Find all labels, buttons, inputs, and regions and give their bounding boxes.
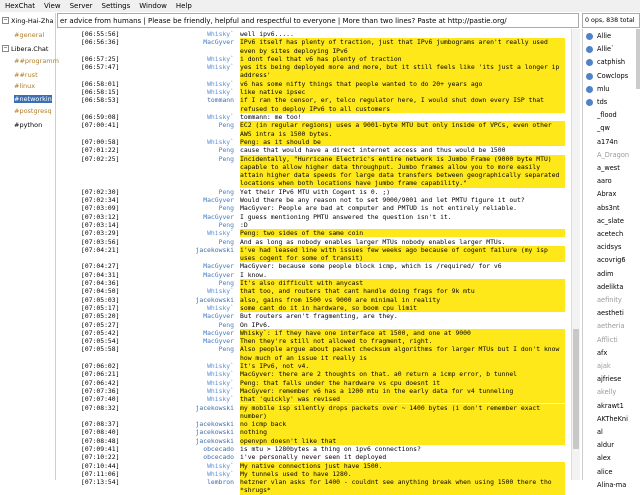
message-text: well ipv6..... <box>240 30 294 38</box>
user-list-item[interactable]: catphish <box>597 58 626 67</box>
nickname[interactable]: Peng <box>218 154 234 163</box>
nickname[interactable]: Whisky` <box>207 461 234 470</box>
user-list-item[interactable]: ac_slate <box>597 216 624 225</box>
user-list-item[interactable]: aetheria <box>597 322 625 331</box>
timestamp: [07:07:36] <box>81 386 120 395</box>
user-count: 0 ops, 838 total <box>582 13 640 28</box>
user-list-item[interactable]: alex <box>597 454 611 463</box>
message-text: Peng: two sides of the same coin <box>240 229 565 237</box>
timestamp: [07:04:50] <box>81 287 120 296</box>
timestamp: [07:05:17] <box>81 303 120 312</box>
userlist-scrollbar[interactable] <box>636 29 640 89</box>
tree-label: #linux <box>14 81 36 90</box>
chat-line <box>57 121 570 138</box>
nickname[interactable]: obcecado <box>203 445 234 453</box>
menu-view[interactable]: View <box>43 2 61 10</box>
chat-line <box>57 428 570 436</box>
message-text: no icmp back <box>240 420 565 428</box>
timestamp: [07:05:58] <box>81 345 120 354</box>
timestamp: [07:08:48] <box>81 436 120 445</box>
message-text: also, gains from 1500 vs 9000 are minimal in reality <box>240 296 565 304</box>
op-status-icon <box>586 33 593 40</box>
timestamp: [07:04:21] <box>81 245 120 254</box>
message-text: It's also difficult with anycast <box>240 279 565 287</box>
message-text: It's IPv6, not v4. <box>240 362 565 370</box>
nickname[interactable]: MacGyver <box>203 328 234 337</box>
tree-label: Xing-Hai-Zha <box>11 16 54 25</box>
timestamp: [07:03:12] <box>81 212 120 221</box>
chat-line <box>57 395 570 403</box>
tree-item[interactable] <box>2 15 53 26</box>
chat-line <box>57 188 570 196</box>
menu-help[interactable]: Help <box>175 2 192 10</box>
message-text: that 'quickly' was revised <box>240 395 565 403</box>
tree-item[interactable] <box>14 29 44 40</box>
chat-line <box>57 279 570 287</box>
op-status-icon <box>586 46 593 53</box>
user-list-item[interactable]: abs3nt <box>597 203 620 212</box>
user-list-item[interactable]: tds <box>597 98 608 106</box>
chat-line <box>57 138 570 146</box>
nickname[interactable]: jacekowski <box>195 295 234 304</box>
chat-line <box>57 462 570 470</box>
user-list-item[interactable]: akelly <box>597 388 617 397</box>
user-list-item[interactable]: Allie <box>597 32 612 40</box>
timestamp: [07:05:54] <box>81 337 120 346</box>
tree-item[interactable] <box>14 119 42 130</box>
user-list-item[interactable]: alice <box>597 467 613 476</box>
nickname[interactable]: MacGyver <box>203 312 234 321</box>
nickname[interactable]: obcecado <box>203 453 234 462</box>
user-list-item[interactable]: Alina-ma <box>597 480 627 489</box>
message-text: like native ipsec <box>240 88 565 96</box>
message-text: Peng: that falls under the hardware vs cpu doesnt it <box>240 379 565 387</box>
channel-tree <box>0 13 59 480</box>
nickname[interactable]: Whisky` <box>207 287 234 296</box>
message-text: My native connections just have 1500. <box>240 462 565 470</box>
chat-line <box>57 30 570 38</box>
chat-line <box>57 96 570 113</box>
op-status-icon <box>586 59 593 66</box>
timestamp: [06:59:08] <box>81 113 120 121</box>
user-list-item[interactable]: aestheti <box>597 309 624 318</box>
chat-line <box>57 437 570 445</box>
nickname[interactable]: Whisky` <box>207 113 234 121</box>
timestamp: [06:55:56] <box>81 30 120 38</box>
chat-line <box>57 387 570 395</box>
collapse-icon[interactable]: − <box>3 45 8 51</box>
message-text: MacGyver: People are bad at computer and PMTUD is not entirely reliable. <box>240 204 518 213</box>
timestamp: [07:03:29] <box>81 229 120 238</box>
nickname[interactable]: MacGyver <box>203 38 234 47</box>
timestamp: [07:10:22] <box>81 453 120 462</box>
chat-line <box>57 362 570 370</box>
nickname[interactable]: Peng <box>218 121 234 130</box>
timestamp: [06:58:15] <box>81 88 120 97</box>
message-text: Also people argue about packet checksum algorithms for larger MTUs but I don't know how much of an issue it really is <box>240 345 565 362</box>
user-list-item[interactable]: adelikta <box>597 282 624 291</box>
nickname[interactable]: jacekowski <box>195 403 234 412</box>
nickname[interactable]: Peng <box>218 237 234 246</box>
menu-hexchat[interactable]: HexChat <box>5 2 35 10</box>
chat-line <box>57 271 570 279</box>
chat-line <box>57 55 570 63</box>
message-text: Would there be any reason not to set 9000/9001 and let PMTU figure it out? <box>240 196 525 204</box>
chat-line <box>57 213 570 221</box>
user-list-item[interactable]: afx <box>597 348 608 357</box>
timestamp: [07:00:41] <box>81 121 120 130</box>
message-text: if I ran the censor, er, telco regulator here, I would shut down every ISP that refused to deploy IPv6 to all customers <box>240 96 565 113</box>
user-list-item[interactable]: A_Dragon <box>597 150 630 159</box>
user-list-item[interactable]: ajak <box>597 362 611 370</box>
nickname[interactable]: MacGyver <box>203 262 234 271</box>
nickname[interactable]: MacGyver <box>203 337 234 346</box>
chat-line <box>57 370 570 378</box>
nickname[interactable]: Peng <box>218 345 234 354</box>
chat-line <box>57 296 570 304</box>
message-text: MacGyver: there are 2 thoughts on that. a0 return a icmp error, b tunnel <box>240 370 565 378</box>
nickname[interactable]: Whisky` <box>207 54 234 63</box>
user-list-item[interactable]: al <box>597 428 603 436</box>
message-text: some cant do it in hardware, so boom cpu limit <box>240 304 565 312</box>
nickname[interactable]: Whisky` <box>207 362 234 370</box>
nickname[interactable]: Whisky` <box>207 79 234 88</box>
user-list-item[interactable]: ajfriese <box>597 375 622 384</box>
menu-bar <box>0 0 640 12</box>
nickname[interactable]: jacekowski <box>195 436 234 445</box>
message-text: MacGyver: because some people block icmp, which is /required/ for v6 <box>240 262 502 271</box>
chat-line <box>57 238 570 246</box>
tree-item[interactable] <box>14 80 35 91</box>
nickname[interactable]: Whisky` <box>207 229 234 238</box>
tree-label: #postgresq <box>14 106 52 115</box>
nickname[interactable]: Whisky` <box>207 63 234 72</box>
chat-line <box>57 204 570 212</box>
message-text: Whisky`: if they have one interface at 1500, and one at 9000 <box>240 329 565 337</box>
nickname[interactable]: Peng <box>218 187 234 196</box>
chat-scrollbar[interactable] <box>571 29 580 480</box>
nickname[interactable]: Peng <box>218 320 234 329</box>
op-status-icon <box>586 99 593 106</box>
user-list-item[interactable]: _flood <box>597 111 617 120</box>
tree-label: #networkin <box>14 94 52 103</box>
chat-line <box>57 229 570 237</box>
message-text: i dont feel that v6 has plenty of traction <box>240 55 565 63</box>
message-text: tommann: me too! <box>240 113 302 121</box>
timestamp: [07:03:56] <box>81 237 120 246</box>
user-list-item[interactable]: mlu <box>597 84 610 93</box>
timestamp: [07:05:20] <box>81 312 120 321</box>
chat-line <box>57 470 570 478</box>
timestamp: [07:00:58] <box>81 137 120 146</box>
message-text: But routers aren't fragmenting, are they. <box>240 312 398 321</box>
chat-line <box>57 287 570 295</box>
chat-line <box>57 262 570 270</box>
nickname[interactable]: MacGyver <box>203 196 234 204</box>
tree-item[interactable] <box>14 69 38 80</box>
op-status-icon <box>586 73 593 80</box>
chat-line <box>57 113 570 121</box>
tree-label: ##rust <box>14 70 38 79</box>
tree-label: #python <box>14 120 43 129</box>
message-text: MacGyver: remember v6 has a 1200 mtu in the early data for v4 tunneling <box>240 387 565 395</box>
message-text: i've had leased line with issues few weeks ago because of cogent failure (my isp uses cogent for some of transit) <box>240 246 565 263</box>
chat-line <box>57 445 570 453</box>
tree-label: #general <box>14 30 45 39</box>
nickname[interactable]: jacekowski <box>195 428 234 437</box>
chat-line <box>57 304 570 312</box>
nickname[interactable]: Whisky` <box>207 395 234 404</box>
nickname[interactable]: lembron <box>207 478 234 487</box>
tree-item[interactable] <box>14 93 52 104</box>
message-text: :D <box>240 220 248 229</box>
message-text: cause that would have a direct internet access and thus would be 1500 <box>240 146 506 155</box>
user-list-item[interactable]: AKTheKni <box>597 414 628 423</box>
timestamp: [07:02:25] <box>81 154 120 163</box>
nickname[interactable]: Whisky` <box>207 370 234 379</box>
timestamp: [07:08:32] <box>81 403 120 412</box>
collapse-icon[interactable]: − <box>3 17 8 23</box>
timestamp: [07:05:42] <box>81 328 120 337</box>
timestamp: [07:06:21] <box>81 370 120 379</box>
nickname[interactable]: Peng <box>218 279 234 287</box>
nickname[interactable]: Whisky` <box>207 30 234 38</box>
chat-line <box>57 345 570 362</box>
nickname[interactable]: jacekowski <box>195 420 234 429</box>
timestamp: [07:09:41] <box>81 445 120 453</box>
user-list-item[interactable]: a174n <box>597 137 618 146</box>
chat-line <box>57 312 570 320</box>
user-list-item[interactable]: akrawt1 <box>597 401 624 410</box>
chat-line <box>57 420 570 428</box>
chat-log <box>57 29 570 495</box>
user-list-item[interactable]: Afflicti <box>597 335 618 344</box>
timestamp: [06:56:36] <box>81 38 120 47</box>
user-list-item[interactable]: aefinity <box>597 296 622 304</box>
nickname[interactable]: tommann <box>207 96 234 105</box>
message-text: IPv6 itself has plenty of traction, just that IPv6 jumbograms aren't really used even by sites deploying IPv6 <box>240 38 565 55</box>
message-text: On IPv6. <box>240 320 271 329</box>
menu-window[interactable]: Window <box>139 2 167 10</box>
chat-line <box>57 478 570 495</box>
chat-line <box>57 321 570 329</box>
message-text: Yet their IPv6 MTU with Cogent is 0. ;) <box>240 187 391 196</box>
user-list-item[interactable]: a_west <box>597 164 620 172</box>
user-list-item[interactable]: adim <box>597 269 614 278</box>
timestamp: [06:57:25] <box>81 54 120 63</box>
chat-line <box>57 146 570 154</box>
user-list-item[interactable]: Abrax <box>597 190 617 199</box>
chat-line <box>57 379 570 387</box>
user-list-item[interactable]: acetech <box>597 230 624 238</box>
chat-line <box>57 80 570 88</box>
nickname[interactable]: Whisky` <box>207 88 234 97</box>
menu-server[interactable]: Server <box>69 2 93 10</box>
message-text: that too, and routers that cant handle doing frags for 9k mtu <box>240 287 565 295</box>
timestamp: [07:02:34] <box>81 196 120 204</box>
timestamp: [07:04:31] <box>81 270 120 279</box>
chat-line <box>57 404 570 421</box>
timestamp: [07:08:37] <box>81 420 120 429</box>
timestamp: [07:06:42] <box>81 378 120 387</box>
message-text: v6 has some nifty things that people wanted to do 20+ years ago <box>240 80 565 88</box>
timestamp: [07:03:09] <box>81 204 120 213</box>
message-text: My tunnels used to have 1280. <box>240 470 565 478</box>
nickname[interactable]: Peng <box>218 146 234 155</box>
timestamp: [07:01:22] <box>81 146 120 155</box>
op-status-icon <box>586 86 593 93</box>
timestamp: [07:04:27] <box>81 262 120 271</box>
nickname[interactable]: Whisky` <box>207 469 234 478</box>
nickname[interactable]: Whisky` <box>207 378 234 387</box>
user-list-item[interactable]: Allie` <box>597 45 615 54</box>
timestamp: [06:57:47] <box>81 63 120 72</box>
message-text: yes its being deployed more and more, but it still feels like 'its just a longer ip address' <box>240 63 565 80</box>
timestamp: [07:08:40] <box>81 428 120 437</box>
nickname[interactable]: Peng <box>218 204 234 213</box>
menu-settings[interactable]: Settings <box>101 2 131 10</box>
message-text: Then they're still not allowed to fragment, right. <box>240 337 565 345</box>
chat-line <box>57 221 570 229</box>
message-text: Peng: as it should be <box>240 138 565 146</box>
chat-line <box>57 155 570 188</box>
message-text: Incidentally, "Hurricane Electric's entire network is Jumbo Frame (9000 byte MTU) capable to allow higher data throughput. Jumbo frames allow you to more easily attain higher data speeds for large data transfers between geographically separated locations when both locations have jumbo frame capability." <box>240 155 565 188</box>
message-text: nothing <box>240 428 565 436</box>
chat-line <box>57 453 570 461</box>
message-text: my mobile isp silently drops packets over ~ 1400 bytes (i don't remember exact number) <box>240 404 565 421</box>
user-list-item[interactable]: aaro <box>597 177 612 186</box>
user-list-item[interactable]: _qw <box>597 124 610 133</box>
scroll-thumb[interactable] <box>573 329 579 449</box>
timestamp: [06:58:01] <box>81 79 120 88</box>
tree-item[interactable] <box>14 55 59 66</box>
timestamp: [07:07:40] <box>81 395 120 404</box>
timestamp: [06:58:53] <box>81 96 120 105</box>
user-list-item[interactable]: acovrig6 <box>597 256 626 265</box>
nickname[interactable]: Whisky` <box>207 303 234 312</box>
timestamp: [07:02:30] <box>81 187 120 196</box>
user-list-item[interactable]: Cowclops <box>597 71 629 80</box>
tree-label: Libera.Chat <box>11 44 49 53</box>
nickname[interactable]: Peng <box>218 220 234 229</box>
timestamp: [07:10:44] <box>81 461 120 470</box>
timestamp: [07:06:02] <box>81 362 120 370</box>
message-text: openvpn doesn't like that <box>240 437 565 445</box>
message-text: And as long as nobody enables larger MTUs nobody enables larger MTUs. <box>240 237 506 246</box>
timestamp: [07:04:36] <box>81 279 120 287</box>
chat-line <box>57 63 570 80</box>
message-text: i've personally never seen it deployed <box>240 453 387 462</box>
nickname[interactable]: MacGyver <box>203 270 234 279</box>
message-text: EC2 (in regular regions) uses a 9001-byte MTU but only inside of VPCs, even other AWS intra is 1500 bytes. <box>240 121 565 138</box>
chat-line <box>57 88 570 96</box>
message-text: I guess mentioning PMTU answered the question isn't it. <box>240 212 452 221</box>
nickname[interactable]: MacGyver <box>203 212 234 221</box>
message-text: I know. <box>240 270 267 279</box>
chat-line <box>57 337 570 345</box>
message-text: hetzner vlan asks for 1400 - couldnt see anything break when using 1500 there tho *shrugs* <box>240 478 565 495</box>
chat-line <box>57 196 570 204</box>
nickname[interactable]: jacekowski <box>195 245 234 254</box>
user-list-item[interactable]: acidsys <box>597 243 622 252</box>
channel-topic[interactable]: er advice from humans | Please be friendly, helpful and respectful to everyone | More than two lines? Paste at http://pastie.org/ <box>57 13 579 28</box>
nickname[interactable]: Whisky` <box>207 386 234 395</box>
timestamp: [07:13:54] <box>81 478 120 487</box>
tree-item[interactable] <box>2 43 48 54</box>
chat-line <box>57 38 570 55</box>
timestamp: [07:05:27] <box>81 320 120 329</box>
nickname[interactable]: Whisky` <box>207 137 234 146</box>
tree-item[interactable] <box>14 105 52 116</box>
timestamp: [07:03:14] <box>81 220 120 229</box>
chat-line <box>57 246 570 263</box>
chat-line <box>57 329 570 337</box>
timestamp: [07:11:06] <box>81 469 120 478</box>
tree-label: ##programm <box>14 56 59 65</box>
timestamp: [07:05:03] <box>81 295 120 304</box>
user-list-item[interactable]: aldur <box>597 441 614 450</box>
user-list <box>582 29 640 489</box>
message-text: is mtu > 1280bytes a thing on ipv6 connections? <box>240 445 421 453</box>
